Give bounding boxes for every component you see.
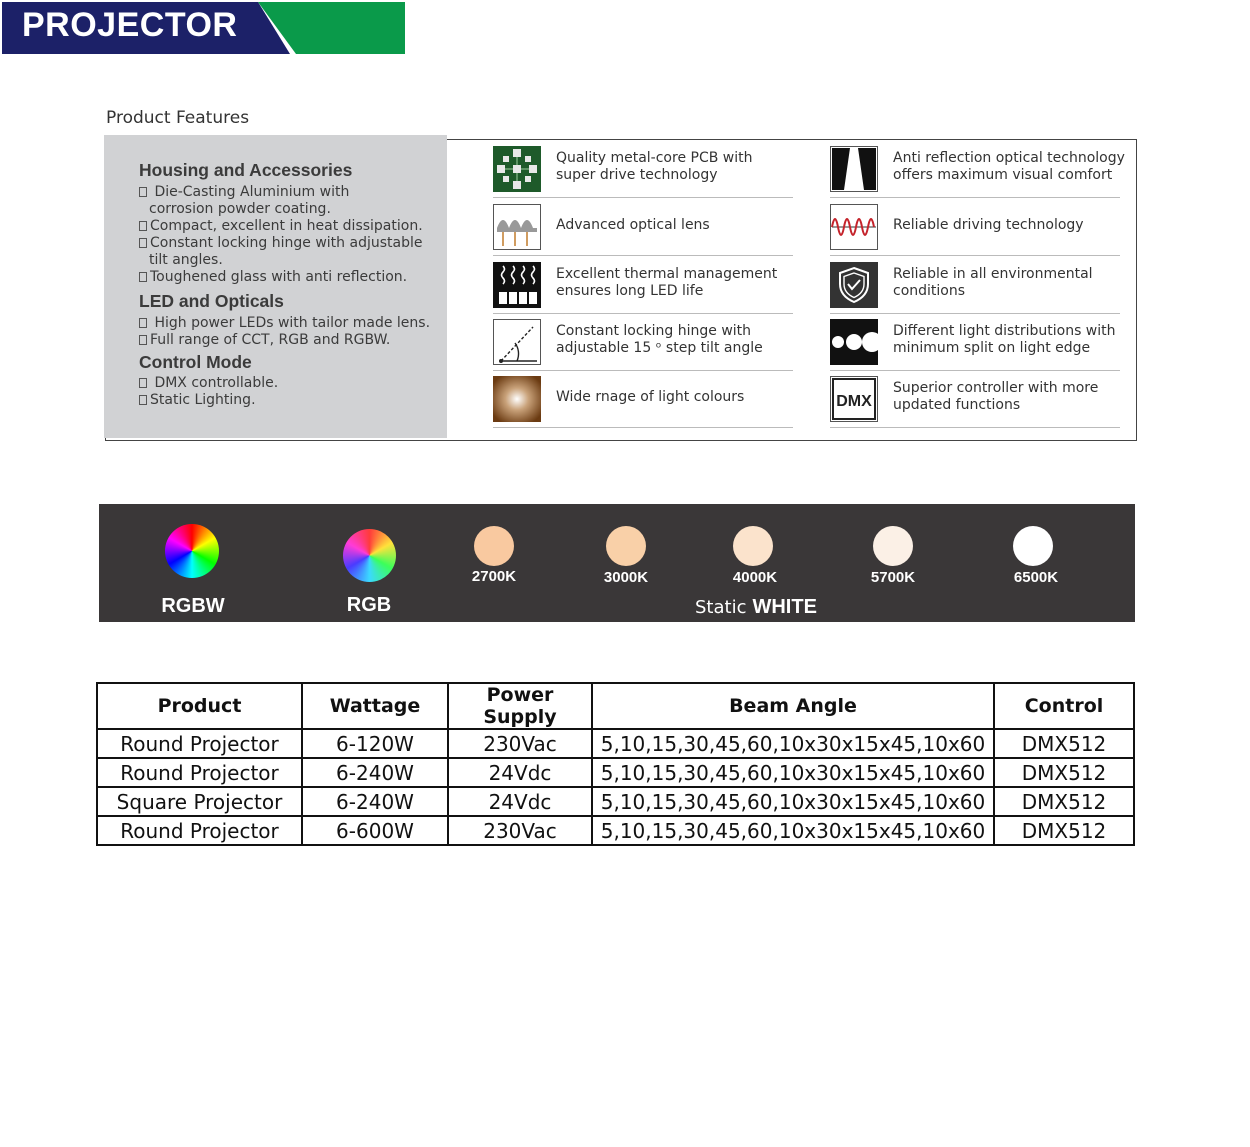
cct-swatch	[1013, 526, 1053, 566]
table-row	[97, 787, 1134, 816]
cct-swatch	[606, 526, 646, 566]
table-cell: 6-120W	[302, 729, 448, 758]
optical-lens-icon	[493, 204, 541, 250]
cct-label: 5700K	[870, 569, 916, 586]
table-cell: Round Projector	[97, 816, 302, 845]
table-row	[97, 758, 1134, 787]
housing-line: Constant locking hinge with adjustable	[139, 235, 422, 251]
divider	[493, 427, 793, 429]
feature-item	[493, 370, 793, 428]
table-cell: Round Projector	[97, 758, 302, 787]
rgb-label: RGB	[346, 594, 392, 616]
feature-text: Excellent thermal management	[556, 266, 778, 282]
table-cell: DMX512	[994, 758, 1134, 787]
column-header: Beam Angle	[592, 683, 994, 729]
section-title: Product Features	[106, 108, 250, 128]
light-colour-icon	[493, 376, 541, 422]
table-cell: 6-240W	[302, 758, 448, 787]
feature-item	[493, 140, 793, 198]
table-header-row	[97, 683, 1134, 729]
table-cell: Square Projector	[97, 787, 302, 816]
control-heading: Control Mode	[139, 352, 252, 372]
feature-item	[493, 198, 793, 256]
table-cell: 5,10,15,30,45,60,10x30x15x45,10x60	[592, 758, 994, 787]
divider	[830, 427, 1120, 429]
column-header: Product	[97, 683, 302, 729]
feature-text: Different light distributions with	[893, 323, 1116, 339]
led-heading: LED and Opticals	[139, 291, 284, 311]
feature-item	[830, 198, 1120, 256]
feature-text: Anti reflection optical technology	[893, 150, 1125, 166]
rgbw-label: RGBW	[161, 595, 225, 617]
table-cell: Round Projector	[97, 729, 302, 758]
feature-text: super drive technology	[556, 167, 718, 183]
control-line: DMX controllable.	[139, 375, 278, 391]
dmx-icon	[830, 376, 878, 422]
rgbw-colour-wheel-icon	[165, 524, 219, 578]
light-distribution-icon	[830, 319, 878, 365]
feature-text: Reliable driving technology	[893, 217, 1084, 233]
led-line: Full range of CCT, RGB and RGBW.	[139, 332, 390, 348]
table-cell: 6-240W	[302, 787, 448, 816]
table-cell: DMX512	[994, 729, 1134, 758]
page-title: PROJECTOR	[22, 6, 238, 44]
feature-item	[830, 370, 1120, 428]
cct-swatch	[474, 526, 514, 566]
housing-line: Toughened glass with anti reflection.	[139, 269, 407, 285]
table-cell: DMX512	[994, 816, 1134, 845]
feature-text: minimum split on light edge	[893, 340, 1091, 356]
table-cell: 24Vdc	[448, 787, 592, 816]
feature-text: Wide rnage of light colours	[556, 389, 745, 405]
housing-line: tilt angles.	[149, 252, 223, 268]
feature-text: Advanced optical lens	[556, 217, 710, 233]
housing-line: Die-Casting Aluminium with	[139, 184, 349, 200]
cct-swatch	[873, 526, 913, 566]
cct-label: 2700K	[471, 568, 517, 585]
feature-text: Quality metal-core PCB with	[556, 150, 753, 166]
feature-item	[493, 313, 793, 371]
feature-text: conditions	[893, 283, 966, 299]
feature-text: ensures long LED life	[556, 283, 704, 299]
anti-reflection-icon	[830, 146, 878, 192]
column-header: Power Supply	[448, 683, 592, 729]
column-header: Wattage	[302, 683, 448, 729]
feature-text: Constant locking hinge with	[556, 323, 752, 339]
table-cell: 230Vac	[448, 816, 592, 845]
feature-item	[830, 140, 1125, 198]
pcb-icon	[493, 146, 541, 192]
table-cell: 5,10,15,30,45,60,10x30x15x45,10x60	[592, 816, 994, 845]
table-cell: 6-600W	[302, 816, 448, 845]
table-cell: DMX512	[994, 787, 1134, 816]
housing-line: corrosion powder coating.	[149, 201, 331, 217]
cct-label: 3000K	[603, 569, 649, 586]
feature-text: updated functions	[893, 397, 1021, 413]
feature-item	[493, 256, 793, 314]
table-row	[97, 729, 1134, 758]
tilt-hinge-icon	[493, 319, 541, 365]
table-cell: 230Vac	[448, 729, 592, 758]
cct-label: 4000K	[732, 569, 778, 586]
cct-label: 6500K	[1013, 569, 1059, 586]
cct-swatch	[733, 526, 773, 566]
feature-item	[830, 256, 1120, 314]
housing-heading: Housing and Accessories	[139, 160, 353, 180]
led-line: High power LEDs with tailor made lens.	[139, 315, 430, 331]
feature-text: Reliable in all environmental	[893, 266, 1093, 282]
spec-table	[96, 682, 1135, 846]
feature-item	[830, 313, 1120, 371]
column-header: Control	[994, 683, 1134, 729]
header-banner	[0, 0, 410, 56]
control-line: Static Lighting.	[139, 392, 256, 408]
table-cell: 24Vdc	[448, 758, 592, 787]
dmx-badge: DMX	[836, 393, 872, 410]
rgb-colour-wheel-icon	[343, 529, 396, 582]
feature-text: Superior controller with more	[893, 380, 1099, 396]
thermal-icon	[493, 262, 541, 308]
housing-line: Compact, excellent in heat dissipation.	[139, 218, 423, 234]
table-row	[97, 816, 1134, 845]
feature-text: offers maximum visual comfort	[893, 167, 1113, 183]
feature-text: adjustable 15 ᵒ step tilt angle	[556, 340, 763, 356]
driver-wave-icon	[830, 204, 878, 250]
shield-icon	[830, 262, 878, 308]
table-cell: 5,10,15,30,45,60,10x30x15x45,10x60	[592, 729, 994, 758]
table-cell: 5,10,15,30,45,60,10x30x15x45,10x60	[592, 787, 994, 816]
static-white-label: Static WHITE	[695, 596, 817, 618]
